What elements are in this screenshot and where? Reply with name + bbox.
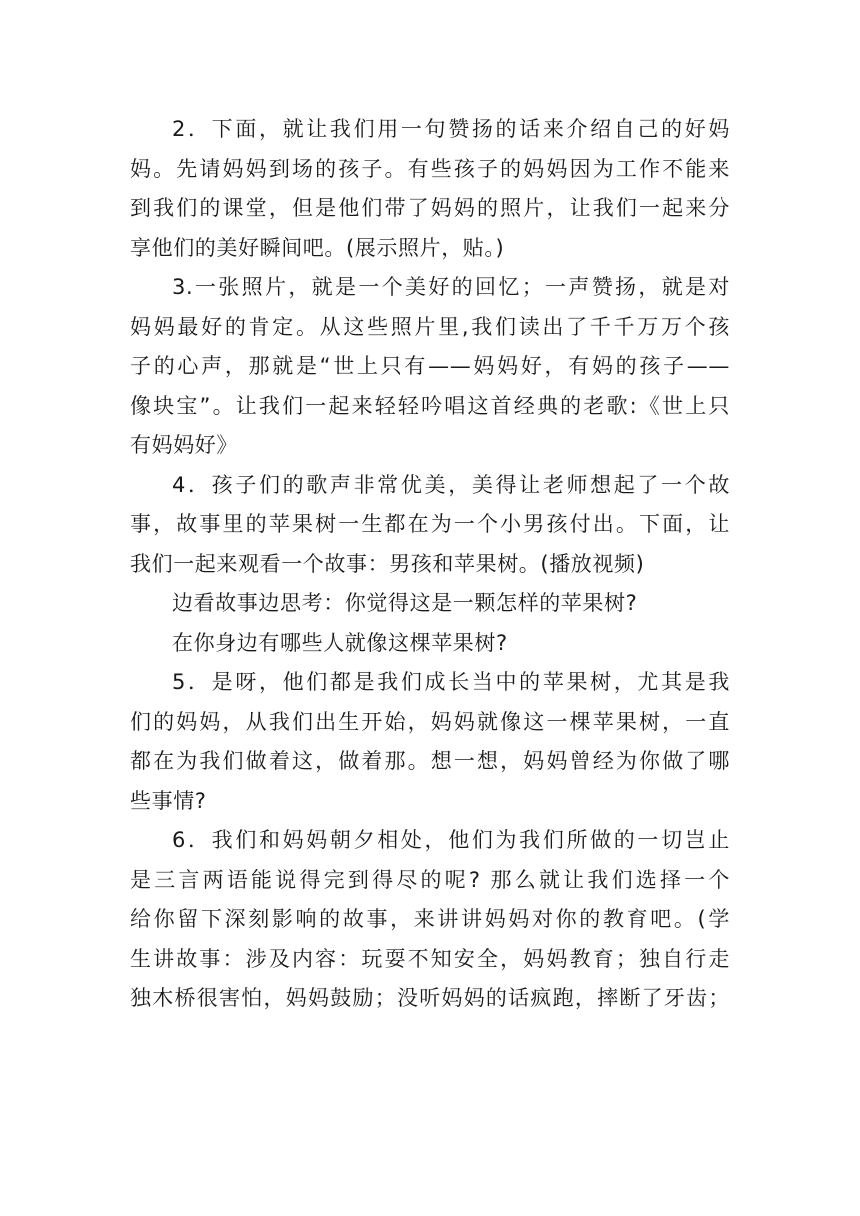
paragraph-2 [130, 268, 730, 466]
text-line: 6．我们和妈妈朝夕相处，他们为我们所做的一切岂止 [172, 828, 730, 852]
text-line: 2．下面，就让我们用一句赞扬的话来介绍自己的好妈 [172, 117, 730, 141]
paragraph-1 [130, 110, 730, 268]
paragraph-4 [130, 584, 730, 624]
text-line: 3.一张照片，就是一个美好的回忆；一声赞扬，就是对 [172, 275, 730, 299]
text-line: 边看故事边思考：你觉得这是一颗怎样的苹果树? [172, 591, 638, 615]
text-line: 到我们的课堂，但是他们带了妈妈的照片，让我们一起来分 [130, 196, 730, 220]
text-line: 我们一起来观看一个故事：男孩和苹果树。(播放视频) [130, 551, 645, 576]
document-body [130, 110, 730, 1019]
paragraph-3 [130, 466, 730, 585]
text-line: 子的心声，那就是“世上只有——妈妈好，有妈的孩子—— [130, 354, 730, 378]
text-line: 们的妈妈，从我们出生开始，妈妈就像这一棵苹果树，一直 [130, 709, 730, 734]
text-line: 生讲故事：涉及内容：玩耍不知安全，妈妈教育；独自行走 [130, 946, 730, 971]
text-line: 5．是呀，他们都是我们成长当中的苹果树，尤其是我 [172, 670, 730, 694]
text-line: 些事情? [130, 788, 207, 813]
text-line: 像块宝”。让我们一起来轻轻吟唱这首经典的老歌:《世上只 [130, 393, 730, 418]
text-line: 事，故事里的苹果树一生都在为一个小男孩付出。下面，让 [130, 512, 730, 536]
text-line: 都在为我们做着这，做着那。想一想，妈妈曾经为你做了哪 [130, 749, 730, 773]
text-line: 妈。先请妈妈到场的孩子。有些孩子的妈妈因为工作不能来 [130, 156, 730, 181]
text-line: 独木桥很害怕，妈妈鼓励；没听妈妈的话疯跑，摔断了牙齿； [130, 986, 730, 1010]
paragraph-5 [130, 624, 730, 664]
paragraph-6 [130, 663, 730, 821]
text-line: 在你身边有哪些人就像这棵苹果树? [172, 630, 508, 655]
text-line: 是三言两语能说得完到得尽的呢? 那么就让我们选择一个 [130, 867, 730, 892]
text-line: 妈妈最好的肯定。从这些照片里,我们读出了千千万万个孩 [130, 314, 730, 339]
text-line: 4．孩子们的歌声非常优美，美得让老师想起了一个故 [172, 472, 730, 497]
text-line: 享他们的美好瞬间吧。(展示照片，贴。) [130, 235, 505, 260]
paragraph-7 [130, 821, 730, 1019]
text-line: 给你留下深刻影响的故事，来讲讲妈妈对你的教育吧。(学 [130, 907, 730, 931]
text-line: 有妈妈好》 [130, 433, 238, 457]
